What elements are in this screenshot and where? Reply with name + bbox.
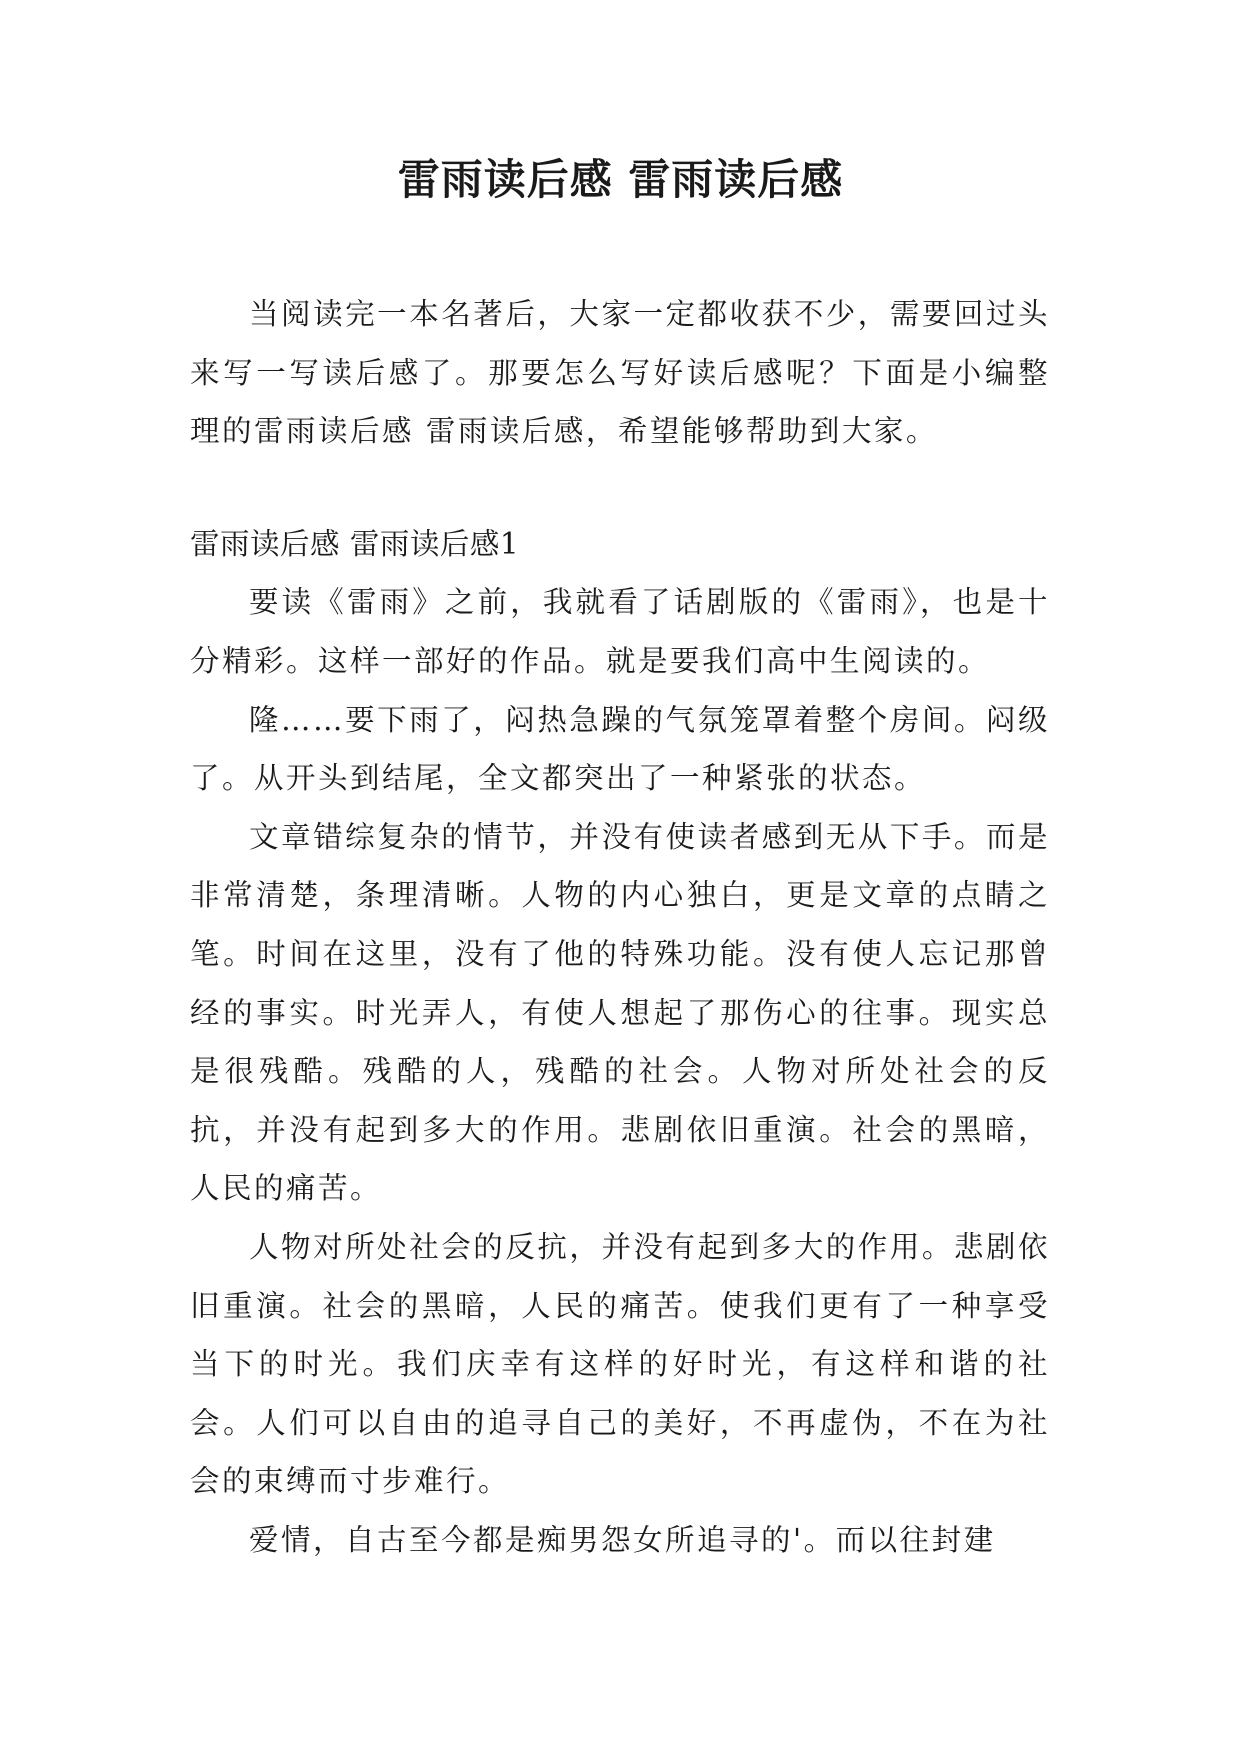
document-title: 雷雨读后感 雷雨读后感 (397, 155, 844, 204)
body-paragraph: 要读《雷雨》之前，我就看了话剧版的《雷雨》，也是十分精彩。这样一部好的作品。就是要我们高中生阅读的。 (190, 585, 1050, 678)
body-paragraph: 人物对所处社会的反抗，并没有起到多大的作用。悲剧依旧重演。社会的黑暗，人民的痛苦。使我们更有了一种享受当下的时光。我们庆幸有这样的好时光，有这样和谐的社会。人们可以自由的追寻自己的美好，不再虚伪，不在为社会的束缚而寸步难行。 (190, 1229, 1050, 1499)
body-paragraph: 爱情，自古至今都是痴男怨女所追寻的'。而以往封建 (249, 1522, 996, 1557)
document-body (190, 285, 1050, 1569)
section-heading: 雷雨读后感 雷雨读后感1 (190, 526, 520, 561)
intro-paragraph: 当阅读完一本名著后，大家一定都收获不少，需要回过头来写一写读后感了。那要怎么写好读后感呢？下面是小编整理的雷雨读后感 雷雨读后感，希望能够帮助到大家。 (190, 297, 1050, 449)
body-paragraph: 隆……要下雨了，闷热急躁的气氛笼罩着整个房间。闷级了。从开头到结尾，全文都突出了一种紧张的状态。 (190, 702, 1050, 796)
body-paragraph: 文章错综复杂的情节，并没有使读者感到无从下手。而是非常清楚，条理清晰。人物的内心独白，更是文章的点睛之笔。时间在这里，没有了他的特殊功能。没有使人忘记那曾经的事实。时光弄人，有使人想起了那伤心的往事。现实总是很残酷。残酷的人，残酷的社会。人物对所处社会的反抗，并没有起到多大的作用。悲剧依旧重演。社会的黑暗，人民的痛苦。 (190, 819, 1050, 1206)
